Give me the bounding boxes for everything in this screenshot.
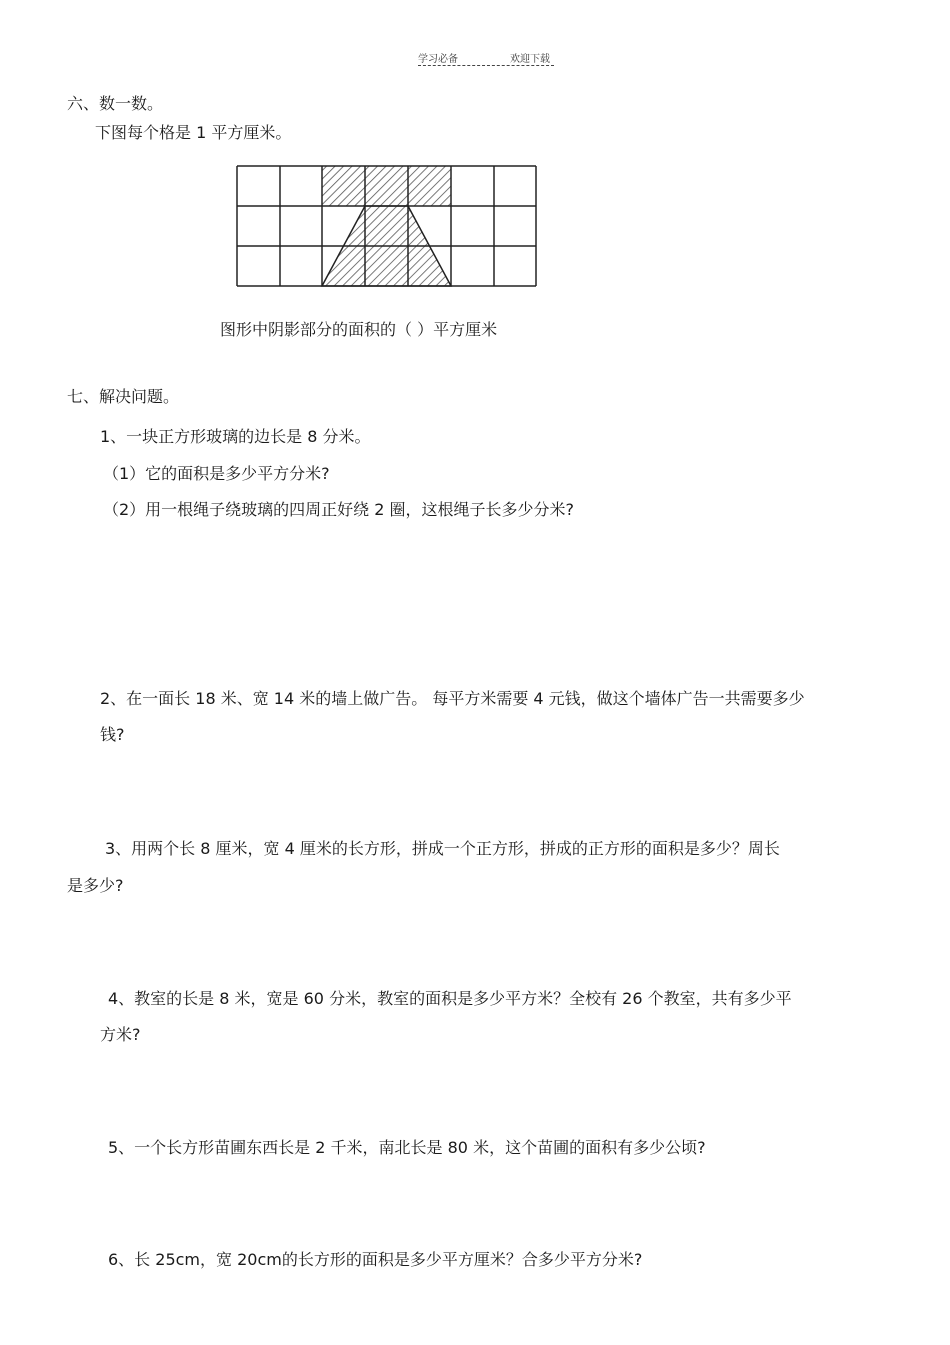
hatched-cell <box>365 166 408 206</box>
section6-question: 图形中阴影部分的面积的（ ）平方厘米 <box>220 320 498 339</box>
header-left: 学习必备 <box>418 54 458 65</box>
q5-line1: 5、一个长方形苗圃东西长是 2 千米，南北长是 80 米，这个苗圃的面积有多少公顷? <box>108 1138 706 1157</box>
q3-line1: 3、用两个长 8 厘米，宽 4 厘米的长方形，拼成一个正方形，拼成的正方形的面积是多少？周长 <box>105 839 780 858</box>
header-right: 欢迎下载 <box>510 54 550 65</box>
q1-sub1: （1）它的面积是多少平方分米? <box>103 464 330 483</box>
hatched-cell <box>322 166 365 206</box>
q4-line2: 方米? <box>100 1025 141 1044</box>
section6-intro: 下图每个格是 1 平方厘米。 <box>95 123 292 142</box>
q2-line1: 2、在一面长 18 米、宽 14 米的墙上做广告。 每平方米需要 4 元钱，做这个墙体广告一共需要多少 <box>100 689 805 708</box>
q1-stem: 1、一块正方形玻璃的边长是 8 分米。 <box>100 427 371 446</box>
q1-sub2: （2）用一根绳子绕玻璃的四周正好绕 2 圈，这根绳子长多少分米? <box>103 500 575 519</box>
q3-line2: 是多少? <box>67 876 124 895</box>
q6-line1: 6、长 25cm，宽 20cm的长方形的面积是多少平方厘米？合多少平方分米? <box>108 1250 643 1269</box>
section7-title: 七、解决问题。 <box>67 387 180 406</box>
hatched-cell <box>408 166 451 206</box>
q2-line2: 钱? <box>100 725 125 744</box>
q4-line1: 4、教室的长是 8 米，宽是 60 分米，教室的面积是多少平方米？全校有 26 个教室，共有多少平 <box>108 989 792 1008</box>
section6-title: 六、数一数。 <box>67 94 164 113</box>
